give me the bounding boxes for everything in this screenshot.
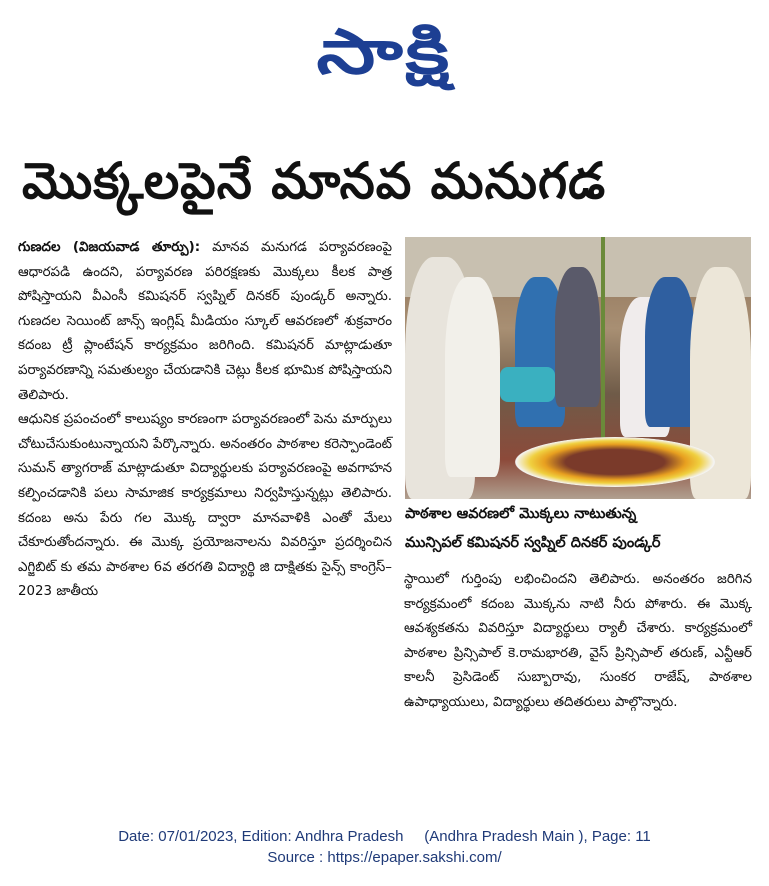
masthead xyxy=(0,8,769,96)
photo-person xyxy=(445,277,500,477)
photo-flower-ring xyxy=(515,437,715,487)
article-left-column xyxy=(18,236,392,605)
photo-caption-line-2: మున్సిపల్ కమిషనర్ స్వప్నిల్ దినకర్ పుండ్కర్ xyxy=(405,535,661,551)
watering-can xyxy=(500,367,555,402)
photo-person xyxy=(645,277,695,427)
footer-date-edition: Date: 07/01/2023, Edition: Andhra Pradesh (Andhra Pradesh Main ), Page: 11 xyxy=(118,828,651,845)
photo-caption xyxy=(405,500,751,560)
photo-caption-line-1: పాఠశాల ఆవరణలో మొక్కలు నాటుతున్న xyxy=(405,506,637,522)
sakshi-logo: సాక్షి xyxy=(316,15,453,88)
photo-sapling xyxy=(601,237,605,467)
article-dateline: గుణదల (విజయవాడ తూర్పు): xyxy=(18,240,201,255)
article-photo xyxy=(405,237,751,499)
source-footer xyxy=(0,826,769,868)
article-right-column: స్థాయిలో గుర్తింపు లభించిందని తెలిపారు. అనంతరం జరిగిన కార్యక్రమంలో కదంబ మొక్కను నాటి నీరు పోశారు. ఈ మొక్క ఆవశ్యకతను వివరిస్తూ విద్యార్థులు ర్యాలీ చేశారు. కార్యక్రమంలో పాఠశాల ప్రిన్సిపాల్ కె.రామభారతి, వైస్ ప్రిన్సిపాల్ తరుణ్, ఎన్టీఆర్ కాలనీ ప్రెసిడెంట్ సుబ్బారావు, సుంకర రాజేష్, పాఠశాల ఉపాధ్యాయులు, విద్యార్థులు తదితరులు పాల్గొన్నారు. xyxy=(404,572,752,710)
photo-person xyxy=(555,267,600,407)
article-paragraph-1: మానవ మనుగడ పర్యావరణంపై ఆధారపడి ఉందని, పర్యావరణ పరిరక్షణకు మొక్కలు కీలక పాత్ర పోషిస్తాయని వీఎంసీ కమిషనర్ స్వప్నిల్ దినకర్ పుండ్కర్ అన్నారు. గుణదల సెయింట్ జాన్స్ ఇంగ్లిష్ మీడియం స్కూల్ ఆవరణలో శుక్రవారం కదంబ ట్రీ ప్లాంటేషన్ కార్యక్రమం జరిగింది. కమిషనర్ మాట్లాడుతూ పర్యావరణాన్ని సమతుల్యం చేయడానికి చెట్లు కీలక భూమిక పోషిస్తాయని తెలిపారు. xyxy=(18,240,392,403)
article-headline: మొక్కలపైనే మానవ మనుగడ xyxy=(22,152,607,210)
footer-source: Source : https://epaper.sakshi.com/ xyxy=(267,849,502,866)
article-paragraph-2: ఆధునిక ప్రపంచంలో కాలుష్యం కారణంగా పర్యావరణంలో పెను మార్పులు చోటుచేసుకుంటున్నాయని పేర్కొన్నారు. అనంతరం పాఠశాల కరెస్పాండెంట్ సుమన్ త్యాగరాజ్ మాట్లాడుతూ విద్యార్థులకు పర్యావరణంపై అవగాహన కల్పించడానికి పలు సామాజిక కార్యక్రమాలు నిర్వహిస్తున్నట్లు తెలిపారు. కదంబ అను పేరు గల మొక్క ద్వారా మానవాళికి ఎంతో మేలు చేకూరుతోందన్నారు. ఈ మొక్క ప్రయోజనాలను వివరిస్తూ ప్రదర్శించిన ఎగ్జిబిట్ కు తమ పాఠశాల 6వ తరగతి విద్యార్థి జి దాక్షితకు సైన్స్ కాంగ్రెస్–2023 జాతీయ xyxy=(18,412,392,600)
